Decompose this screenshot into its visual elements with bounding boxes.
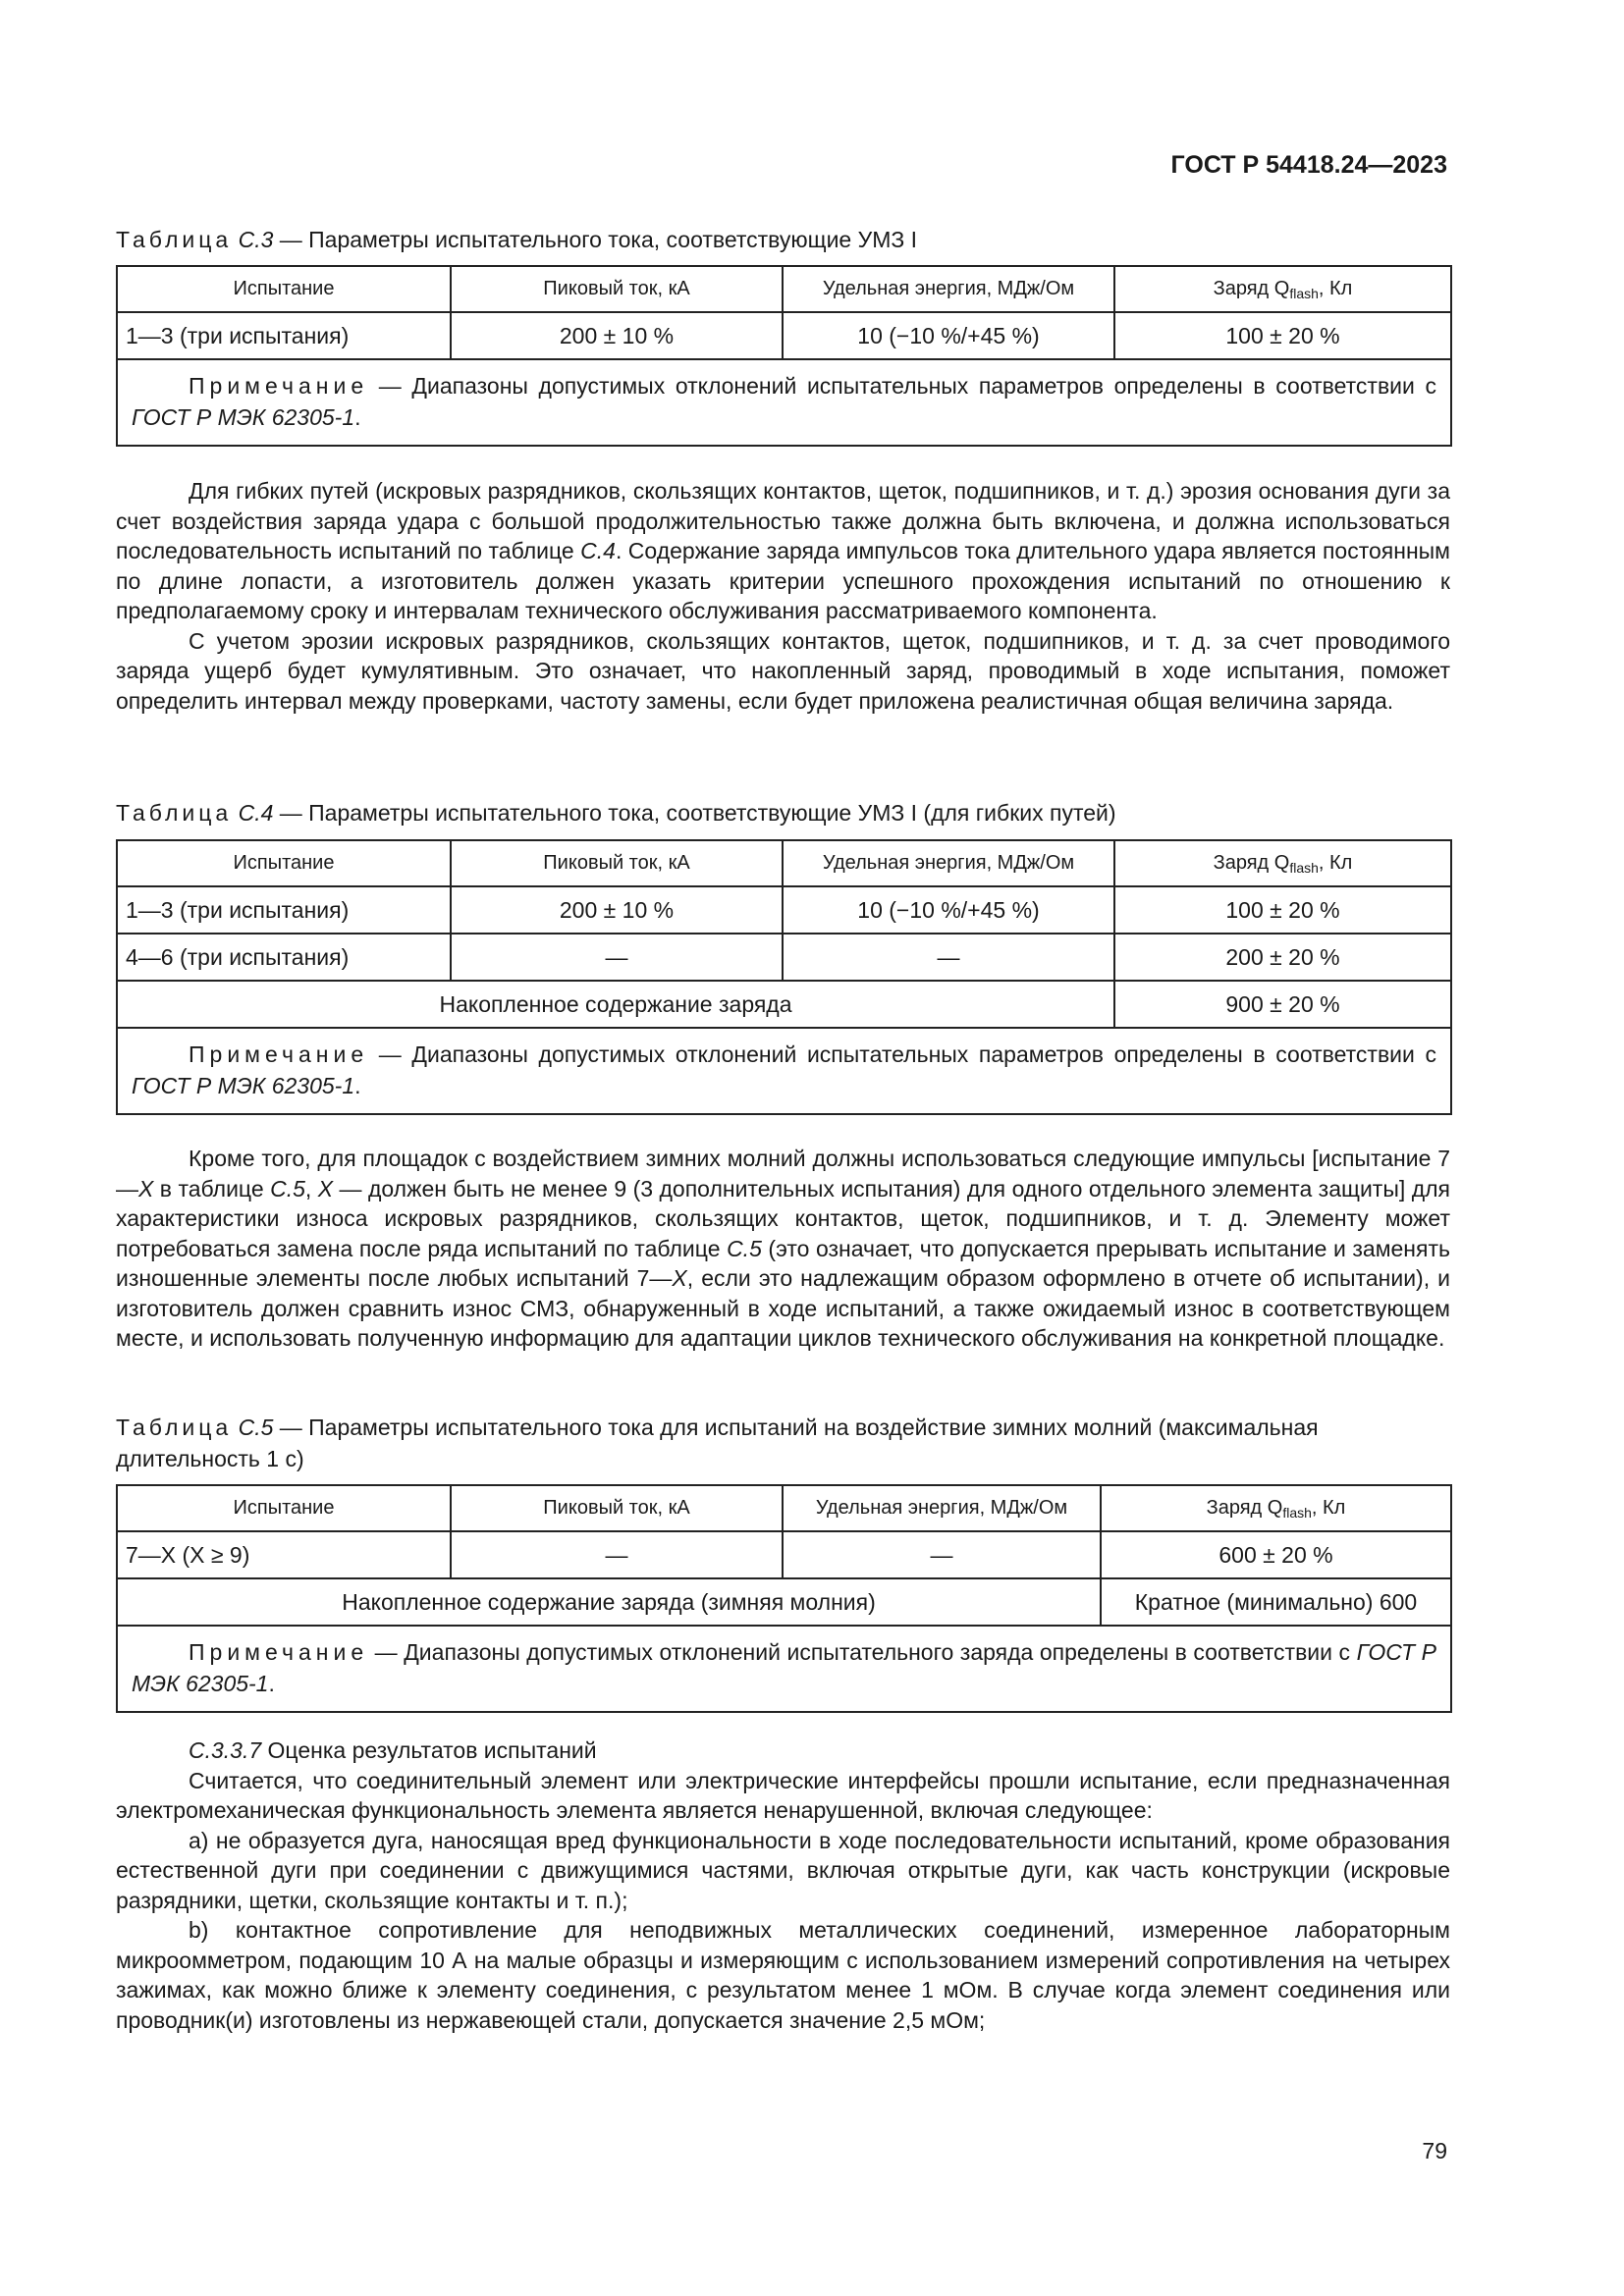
table-note: Примечание — Диапазоны допустимых отклонений испытательных параметров определены в соответствии с ГОСТ Р МЭК 62305-1.	[117, 359, 1451, 446]
header-cell: Испытание	[117, 840, 451, 886]
table-note-row	[117, 1626, 1451, 1712]
table-cell: 200 ± 10 %	[451, 886, 783, 934]
table-cell: —	[783, 1531, 1101, 1578]
paragraph: Кроме того, для площадок с воздействием зимних молний должны использоваться следующие импульсы [испытание 7—X в таблице С.5, X — должен быть не менее 9 (3 дополнительных испытания) для одного отдельного элемента защиты] для характеристики износа искровых разрядников, скользящих контактов, щеток, подшипников, и т. д. Элементу может потребоваться замена после ряда испытаний по таблице С.5 (это означает, что допускается прерывать испытание и заменять изношенные элементы после любых испытаний 7—X, если это надлежащим образом оформлено в отчете об испытании), и изготовитель должен сравнить износ СМЗ, обнаруженный в ходе испытаний, а также ожидаемый износ в соответствующем месте, и использовать полученную информацию для адаптации циклов технического обслуживания на конкретной площадке.	[116, 1146, 1450, 1351]
table-cell: —	[783, 934, 1114, 981]
table-row	[117, 312, 1451, 359]
table-header-row	[117, 1485, 1451, 1531]
header-cell: Заряд $Q_{flash}$, Кл	[1114, 266, 1451, 312]
table-cell: 10 (−10 %/+45 %)	[783, 886, 1114, 934]
table-total-row	[117, 1578, 1451, 1626]
page-number: 79	[1422, 2138, 1447, 2163]
header-cell: Испытание	[117, 266, 451, 312]
table-cell: 100 ± 20 %	[1114, 886, 1451, 934]
body-text-2	[116, 1144, 1450, 1354]
table-c4-caption: Таблица С.4 — Параметры испытательного тока, соответствующие УМЗ I (для гибких путей)	[116, 800, 1116, 826]
table-note: Примечание — Диапазоны допустимых отклонений испытательного заряда определены в соответствии с ГОСТ Р МЭК 62305-1.	[117, 1626, 1451, 1712]
table-note: Примечание — Диапазоны допустимых отклонений испытательных параметров определены в соответствии с ГОСТ Р МЭК 62305-1.	[117, 1028, 1451, 1114]
total-label: Накопленное содержание заряда (зимняя молния)	[117, 1578, 1101, 1626]
table-c5-caption: Таблица С.5 — Параметры испытательного тока для испытаний на воздействие зимних молний (максимальная длительность 1 с)	[116, 1415, 1319, 1471]
table-c5	[116, 1484, 1452, 1713]
header-cell: Удельная энергия, МДж/Ом	[783, 266, 1114, 312]
table-c4	[116, 839, 1452, 1115]
table-header-row	[117, 840, 1451, 886]
table-c3	[116, 265, 1452, 447]
document-id: ГОСТ Р 54418.24—2023	[1170, 151, 1447, 179]
table-header-row	[117, 266, 1451, 312]
table-note-row	[117, 1028, 1451, 1114]
header-cell: Пиковый ток, кА	[451, 1485, 783, 1531]
table-cell: 4—6 (три испытания)	[117, 934, 451, 981]
table-cell: 1—3 (три испытания)	[117, 312, 451, 359]
header-cell: Удельная энергия, МДж/Ом	[783, 840, 1114, 886]
table-c3-caption: Таблица С.3 — Параметры испытательного тока, соответствующие УМЗ I	[116, 227, 918, 252]
header-cell: Пиковый ток, кА	[451, 266, 783, 312]
table-row	[117, 934, 1451, 981]
header-cell: Испытание	[117, 1485, 451, 1531]
table-cell: 200 ± 20 %	[1114, 934, 1451, 981]
header-cell: Заряд $Q_{flash}$, Кл	[1101, 1485, 1451, 1531]
header-cell: Заряд $Q_{flash}$, Кл	[1114, 840, 1451, 886]
section-c337	[116, 1735, 1450, 2035]
list-item: b) контактное сопротивление для неподвижных металлических соединений, измеренное лабораторным микроомметром, подающим 10 А на малые образцы и измеряющим с использованием измерений сопротивления на четырех зажимах, как можно ближе к элементу соединения, с результатом менее 1 мОм. В случае когда элемент соединения или проводник(и) изготовлены из нержавеющей стали, допускается значение 2,5 мОм;	[116, 1917, 1450, 2033]
paragraph: Для гибких путей (искровых разрядников, скользящих контактов, щеток, подшипников, и т. д.) эрозия основания дуги за счет воздействия заряда удара с большой продолжительностью также должна быть включена, и должна использоваться последовательность испытаний по таблице С.4. Содержание заряда импульсов тока длительного удара является постоянным по длине лопасти, а изготовитель должен указать критерии успешного прохождения испытаний по отношению к предполагаемому сроку и интервалам технического обслуживания рассматриваемого компонента.	[116, 478, 1450, 623]
total-label: Накопленное содержание заряда	[117, 981, 1114, 1028]
section-heading: С.3.3.7 Оценка результатов испытаний	[189, 1737, 597, 1763]
table-row	[117, 886, 1451, 934]
header-cell: Удельная энергия, МДж/Ом	[783, 1485, 1101, 1531]
table-cell: 10 (−10 %/+45 %)	[783, 312, 1114, 359]
body-text-1	[116, 476, 1450, 716]
table-cell: 1—3 (три испытания)	[117, 886, 451, 934]
total-value: 900 ± 20 %	[1114, 981, 1451, 1028]
table-cell: —	[451, 934, 783, 981]
list-item: a) не образуется дуга, наносящая вред функциональности в ходе последовательности испытаний, кроме образования естественной дуги при соединении с движущимися частями, включая открытые дуги, как часть конструкции (искровые разрядники, щетки, скользящие контакты и т. п.);	[116, 1827, 1450, 1913]
table-cell: 100 ± 20 %	[1114, 312, 1451, 359]
table-total-row	[117, 981, 1451, 1028]
table-note-row	[117, 359, 1451, 446]
table-cell: 7—X (X ≥ 9)	[117, 1531, 451, 1578]
table-cell: 600 ± 20 %	[1101, 1531, 1451, 1578]
paragraph: С учетом эрозии искровых разрядников, скользящих контактов, щеток, подшипников, и т. д. за счет проводимого заряда ущерб будет кумулятивным. Это означает, что накопленный заряд, проводимый в ходе испытания, поможет определить интервал между проверками, частоту замены, если будет приложена реалистичная общая величина заряда.	[116, 627, 1450, 714]
total-value: Кратное (минимально) 600	[1101, 1578, 1451, 1626]
table-cell: 200 ± 10 %	[451, 312, 783, 359]
header-cell: Пиковый ток, кА	[451, 840, 783, 886]
table-cell: —	[451, 1531, 783, 1578]
table-row	[117, 1531, 1451, 1578]
paragraph: Считается, что соединительный элемент или электрические интерфейсы прошли испытание, если предназначенная электромеханическая функциональность элемента является ненарушенной, включая следующее:	[116, 1767, 1450, 1823]
